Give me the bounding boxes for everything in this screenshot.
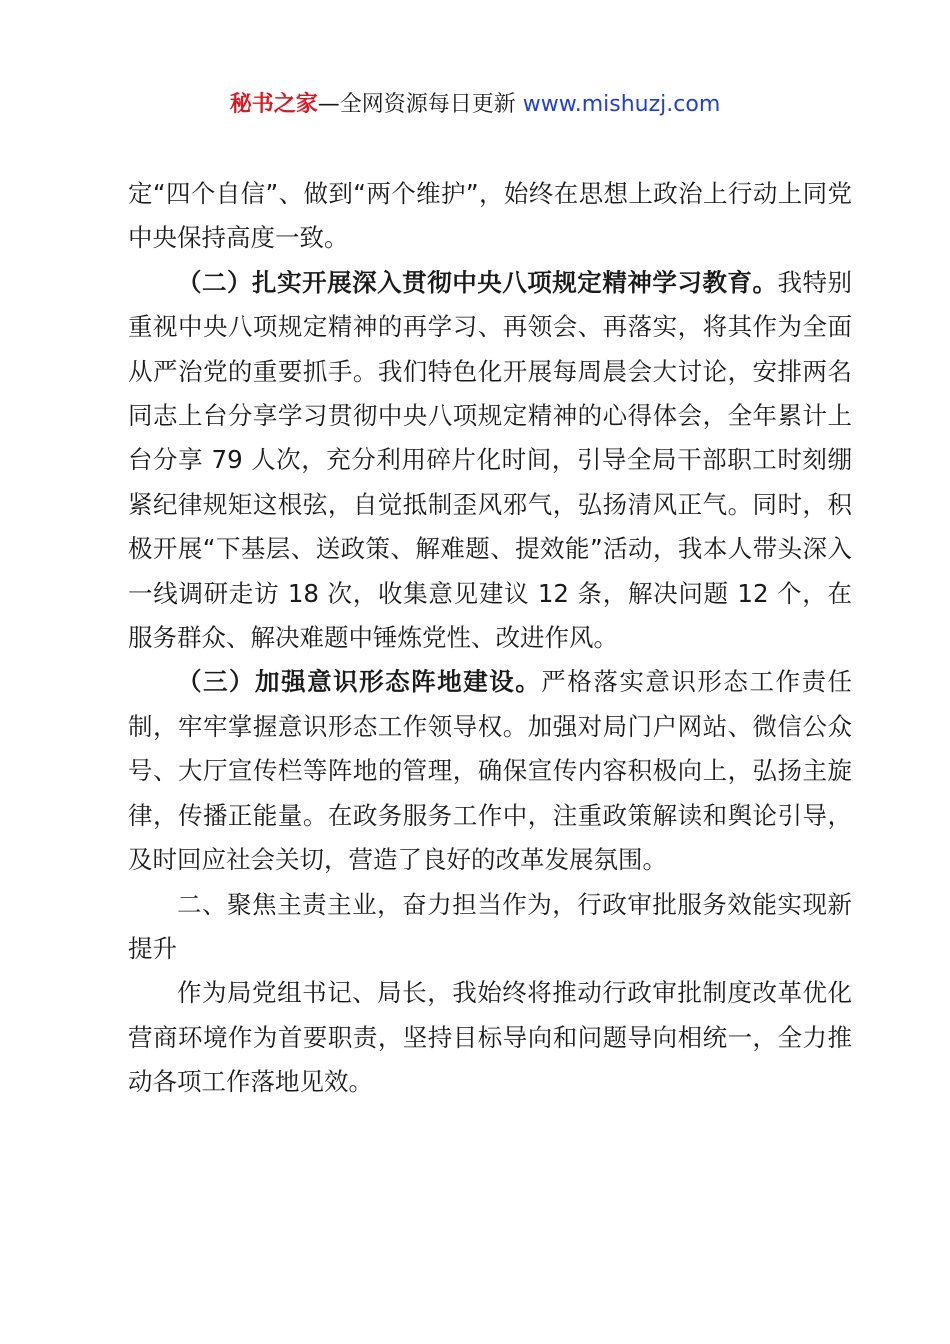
brand-name: 秘书之家 — [229, 92, 318, 117]
paragraph-text: 定“四个自信”、做到“两个维护”，始终在思想上政治上行动上同党中央保持高度一致。 — [128, 179, 852, 253]
document-body — [128, 172, 852, 1105]
paragraph-text: 我特别重视中央八项规定精神的再学习、再领会、再落实，将其作为全面从严治党的重要抓手。我们特色化开展每周晨会大讨论，安排两名同志上台分享学习贯彻中央八项规定精神的心得体会，全年累计上台分享 79 人次，充分利用碎片化时间，引导全局干部职工时刻绷紧纪律规矩这根弦，自觉抵制歪风邪气，弘扬清风正气。同时，积极开展“下基层、送政策、解难题、提效能”活动，我本人带头深入一线调研走访 18 次，收集意见建议 12 条，解决问题 12 个，在服务群众、解决难题中锤炼党性、改进作风。 — [128, 267, 853, 653]
site-url-link[interactable]: www.mishuzj.com — [522, 92, 721, 117]
section-heading: （三）加强意识形态阵地建设。 — [177, 667, 542, 697]
header-slogan: —全网资源每日更新 — [317, 92, 523, 117]
paragraph-text: 严格落实意识形态工作责任制，牢牢掌握意识形态工作领导权。加强对局门户网站、微信公众号、大厅宣传栏等阵地的管理，确保宣传内容积极向上，弘扬主旋律，传播正能量。在政务服务工作中，注重政策解读和舆论引导，及时回应社会关切，营造了良好的改革发展氛围。 — [128, 667, 853, 875]
chapter-heading-text: 二、聚焦主责主业，奋力担当作为，行政审批服务效能实现新提升 — [128, 889, 852, 963]
paragraph-chapter-intro — [128, 971, 852, 1104]
paragraph-section-3 — [128, 660, 852, 882]
paragraph-text: 作为局党组书记、局长，我始终将推动行政审批制度改革优化营商环境作为首要职责，坚持目标导向和问题导向相统一，全力推动各项工作落地见效。 — [128, 978, 852, 1097]
paragraph-section-2 — [128, 261, 852, 661]
paragraph-continuation — [128, 172, 852, 261]
section-heading: （二）扎实开展深入贯彻中央八项规定精神学习教育。 — [177, 267, 778, 297]
chapter-heading — [128, 883, 852, 972]
site-header — [0, 88, 950, 122]
